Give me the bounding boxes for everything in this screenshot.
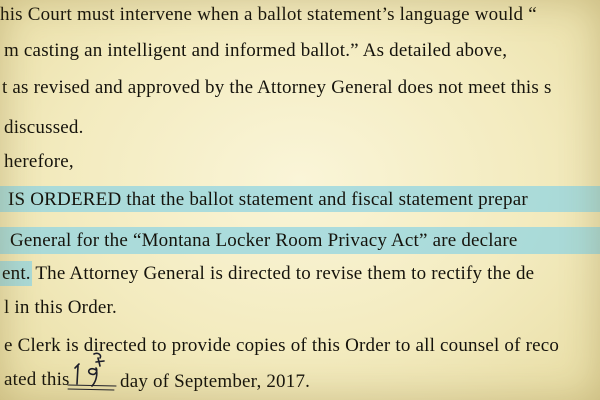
order-text-line-12: day of September, 2017. xyxy=(120,371,311,392)
order-text-line-8-rest: The Attorney General is directed to revise them to rectify the de xyxy=(30,263,535,284)
order-text-line-7: General for the “Montana Locker Room Privacy Act” are declare xyxy=(10,230,518,251)
order-text-line-8-highlighted: ent. xyxy=(2,263,31,284)
order-text-line-9: l in this Order. xyxy=(4,297,117,318)
order-text-line-6: IS ORDERED that the ballot statement and fiscal statement prepar xyxy=(8,189,528,210)
order-text-line-4: discussed. xyxy=(4,117,84,138)
handwritten-day-signature xyxy=(66,352,120,392)
order-text-line-5: herefore, xyxy=(4,151,74,172)
order-text-line-3: t as revised and approved by the Attorney General does not meet this s xyxy=(2,77,552,98)
order-text-line-2: m casting an intelligent and informed ballot.” As detailed above, xyxy=(4,40,508,61)
order-text-line-10: e Clerk is directed to provide copies of this Order to all counsel of reco xyxy=(4,335,560,356)
order-text-line-8 xyxy=(2,263,534,285)
order-text-line-11: ated this xyxy=(4,369,70,390)
order-text-line-1: his Court must intervene when a ballot statement’s language would “ xyxy=(0,4,537,25)
